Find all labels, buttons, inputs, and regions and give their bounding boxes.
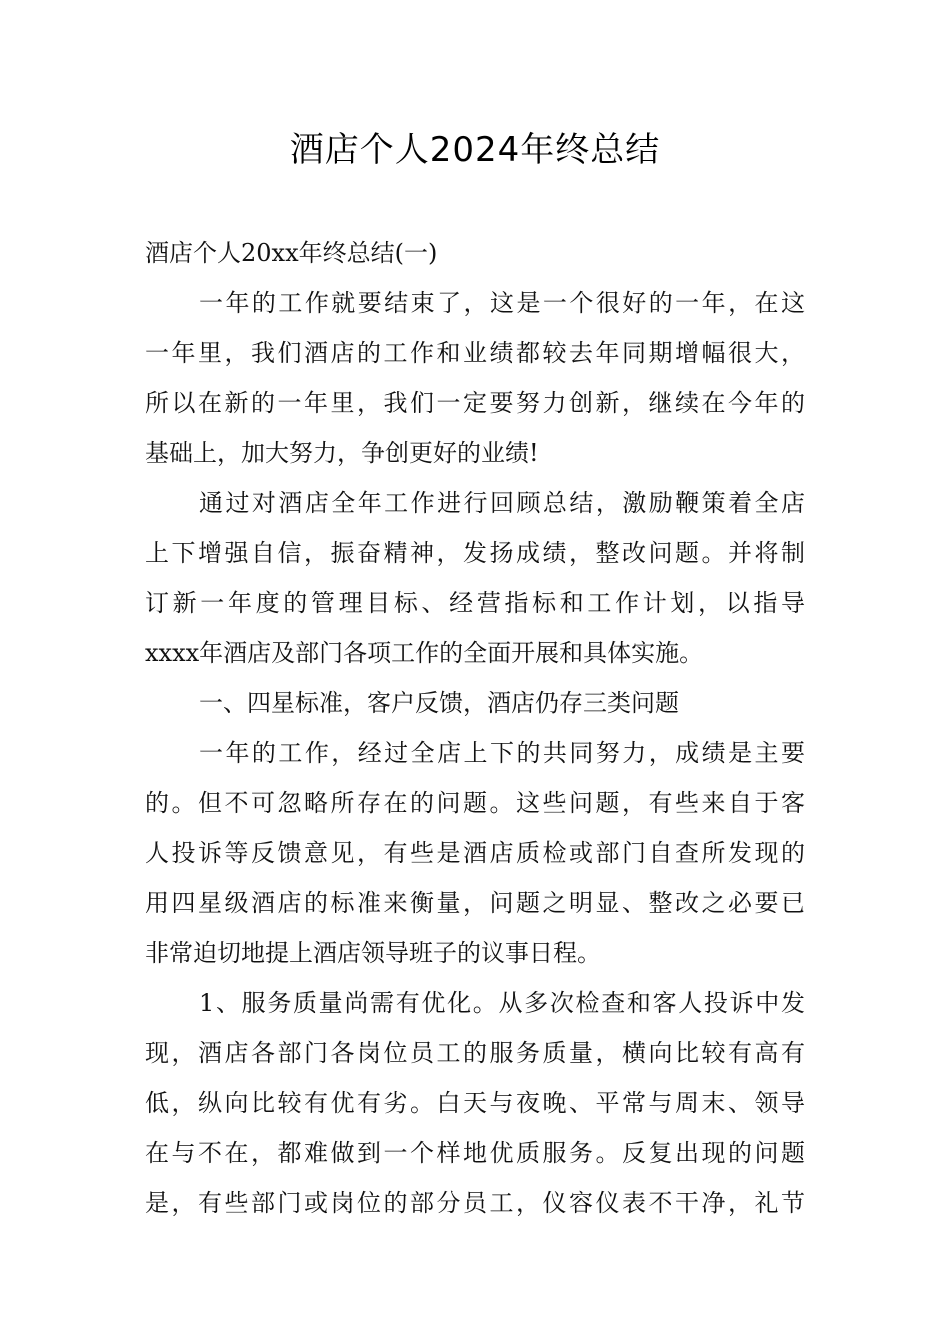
text-line: 是，有些部门或岗位的部分员工，仪容仪表不干净，礼节 [145,1189,805,1217]
text-line: xxxx年酒店及部门各项工作的全面开展和具体实施。 [145,639,704,667]
text-line: 1、服务质量尚需有优化。从多次检查和客人投诉中发 [199,989,805,1017]
text-line: 在与不在，都难做到一个样地优质服务。反复出现的问题 [145,1139,805,1167]
document-body [145,228,805,1228]
text-line: 上下增强自信，振奋精神，发扬成绩，整改问题。并将制 [145,539,805,567]
text-line: 用四星级酒店的标准来衡量，问题之明显、整改之必要已 [145,889,805,917]
text-line: 非常迫切地提上酒店领导班子的议事日程。 [145,939,601,967]
text-line: 酒店个人20xx年终总结(一) [145,239,438,267]
text-line: 低，纵向比较有优有劣。白天与夜晚、平常与周末、领导 [145,1089,805,1117]
text-line: 一年里，我们酒店的工作和业绩都较去年同期增幅很大， [145,339,805,367]
text-line: 现，酒店各部门各岗位员工的服务质量，横向比较有高有 [145,1039,805,1067]
text-line: 订新一年度的管理目标、经营指标和工作计划，以指导 [145,589,805,617]
text-line: 一年的工作，经过全店上下的共同努力，成绩是主要 [199,739,805,767]
text-line: 的。但不可忽略所存在的问题。这些问题，有些来自于客 [145,789,805,817]
text-line: 通过对酒店全年工作进行回顾总结，激励鞭策着全店 [199,489,805,517]
text-line: 一、四星标准，客户反馈，酒店仍存三类问题 [199,689,679,717]
text-line: 一年的工作就要结束了，这是一个很好的一年，在这 [199,289,805,317]
text-line: 所以在新的一年里，我们一定要努力创新，继续在今年的 [145,389,805,417]
text-line: 人投诉等反馈意见，有些是酒店质检或部门自查所发现的 [145,839,805,867]
document-title: 酒店个人2024年终总结 [289,130,661,170]
text-line: 基础上，加大努力，争创更好的业绩! [145,439,539,467]
